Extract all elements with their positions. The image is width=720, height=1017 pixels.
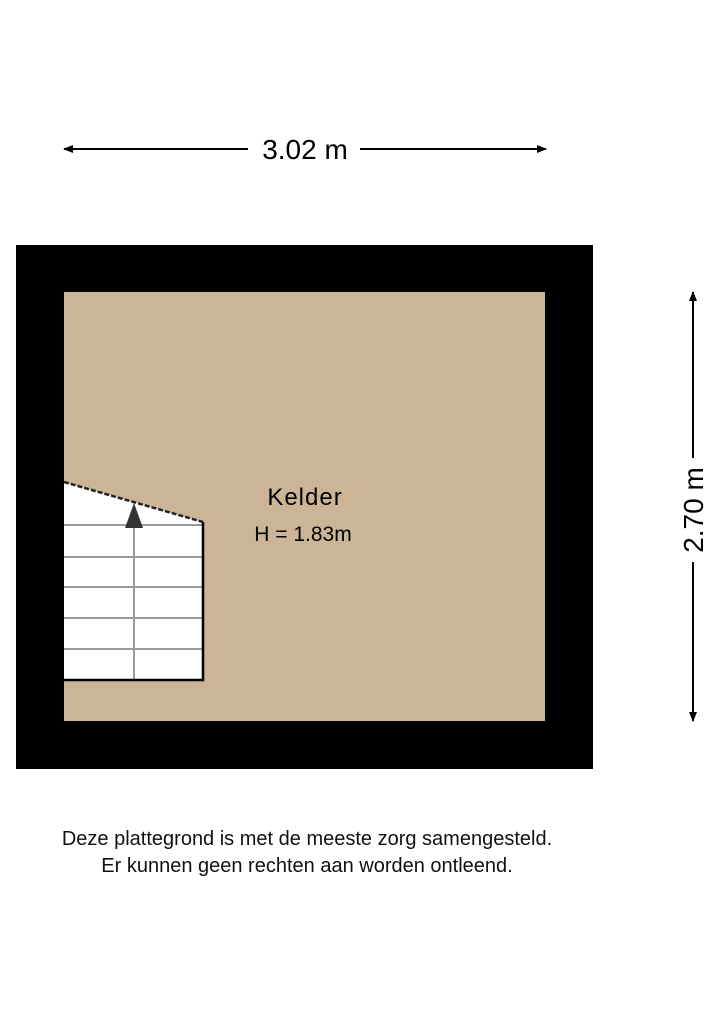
- height-label: 2.70 m: [678, 467, 709, 553]
- disclaimer-line-2: Er kunnen geen rechten aan worden ontleend.: [101, 855, 513, 877]
- room-name: Kelder: [267, 484, 343, 511]
- width-label: 3.02 m: [262, 134, 348, 165]
- disclaimer-line-1: Deze plattegrond is met de meeste zorg samengesteld.: [61, 828, 553, 850]
- height-dimension: [678, 292, 709, 721]
- room-height: H = 1.83m: [254, 523, 352, 546]
- disclaimer: [0, 826, 614, 880]
- width-dimension: [64, 134, 546, 165]
